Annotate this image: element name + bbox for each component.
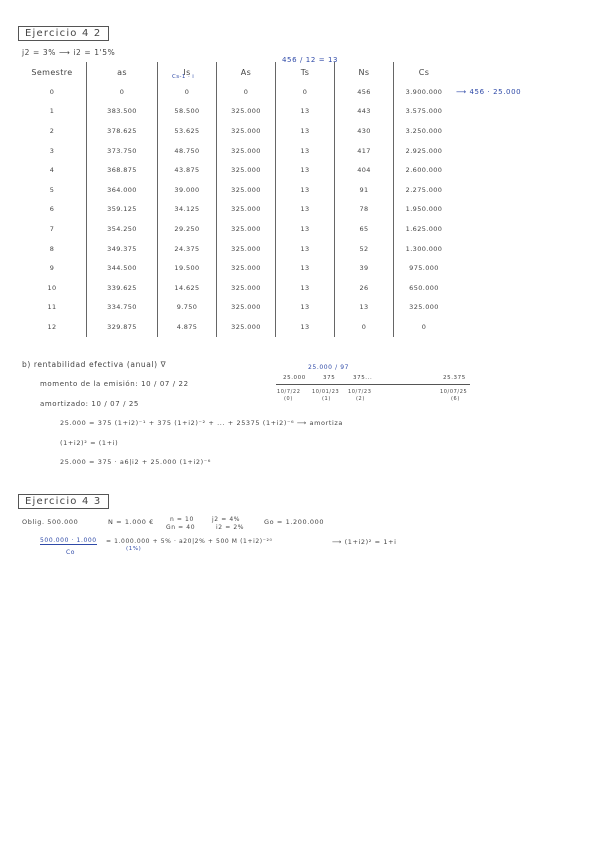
cell-Ns: 456 xyxy=(335,82,394,102)
cell-Ns: 430 xyxy=(335,121,394,141)
table-row xyxy=(18,82,454,102)
amortization-table xyxy=(18,62,454,337)
cell-As: 325.000 xyxy=(217,102,276,122)
ex3-fraction-bottom: Co xyxy=(66,549,76,556)
cell-As: 325.000 xyxy=(217,180,276,200)
cell-Ts: 13 xyxy=(276,239,335,259)
cell-Ts: 13 xyxy=(276,278,335,298)
cell-Ns: 404 xyxy=(335,160,394,180)
cell-Ns: 0 xyxy=(335,317,394,337)
cell-Ns: 417 xyxy=(335,141,394,161)
interest-rates: j2 = 3% ⟶ i2 = 1'5% xyxy=(22,48,116,57)
cell-As: 325.000 xyxy=(217,278,276,298)
cell-Ts: 13 xyxy=(276,102,335,122)
table-body xyxy=(18,82,454,337)
cell-Ns: 65 xyxy=(335,219,394,239)
cell-as: 368.875 xyxy=(87,160,158,180)
header-Ts: Ts xyxy=(276,62,335,82)
header-Ns: Ns xyxy=(335,62,394,82)
cell-Cs: 975.000 xyxy=(409,264,439,273)
cell-As: 325.000 xyxy=(217,298,276,318)
cell-semestre: 7 xyxy=(18,219,87,239)
cell-is: 0 xyxy=(158,82,217,102)
timeline-value-1: 375 xyxy=(323,375,336,381)
timeline-value-6: 25.375 xyxy=(443,375,466,381)
cell-Cs: 3.575.000 xyxy=(405,107,443,116)
cell-Ts: 13 xyxy=(276,317,335,337)
header-is-label: Is xyxy=(183,67,191,77)
cell-semestre: 3 xyxy=(18,141,87,161)
note-456-div-12: 456 / 12 = 13 xyxy=(282,56,339,64)
cell-Cs: 2.600.000 xyxy=(405,166,443,175)
amortization-date: amortizado: 10 / 07 / 25 xyxy=(40,400,139,408)
cell-As: 325.000 xyxy=(217,258,276,278)
ex3-j2: j2 = 4% xyxy=(212,516,241,523)
ex3-equation-sub: (1%) xyxy=(126,546,142,552)
timeline-value-2: 375... xyxy=(353,375,373,381)
timeline-value-0: 25.000 xyxy=(283,375,306,381)
cell-as: 329.875 xyxy=(87,317,158,337)
cell-Ns: 443 xyxy=(335,102,394,122)
table-row xyxy=(18,278,454,298)
cell-is: 9.750 xyxy=(158,298,217,318)
cell-is: 19.500 xyxy=(158,258,217,278)
cell-Cs: 1.300.000 xyxy=(405,244,443,253)
header-As: As xyxy=(217,62,276,82)
part-b-title: b) rentabilidad efectiva (anual) ∇ xyxy=(22,360,167,369)
ex3-gn: Gn = 40 xyxy=(166,524,196,531)
table-row xyxy=(18,258,454,278)
cell-Ts: 13 xyxy=(276,141,335,161)
cell-Cs: 1.950.000 xyxy=(405,205,443,214)
cell-Cs: 1.625.000 xyxy=(405,224,443,233)
cell-is: 14.625 xyxy=(158,278,217,298)
equation-2: (1+i2)² = (1+i) xyxy=(60,439,119,447)
table-header-row xyxy=(18,62,454,82)
emission-moment: momento de la emisión: 10 / 07 / 22 xyxy=(40,380,189,388)
cell-semestre: 9 xyxy=(18,258,87,278)
table-row xyxy=(18,121,454,141)
cell-Ts: 13 xyxy=(276,200,335,220)
ex3-go: Go = 1.200.000 xyxy=(264,518,325,526)
exercise-2-title: Ejercicio 4 2 xyxy=(18,26,109,41)
table-row xyxy=(18,180,454,200)
cell-semestre: 8 xyxy=(18,239,87,259)
cell-As: 325.000 xyxy=(217,200,276,220)
cell-Ts: 13 xyxy=(276,219,335,239)
cell-Ts: 13 xyxy=(276,258,335,278)
table-row xyxy=(18,160,454,180)
cell-Cs: 0 xyxy=(421,322,427,331)
table-row xyxy=(18,219,454,239)
ex3-n: n = 10 xyxy=(170,516,194,523)
cell-is: 4.875 xyxy=(158,317,217,337)
cell-is: 58.500 xyxy=(158,102,217,122)
timeline-axis xyxy=(276,384,470,385)
cell-is: 43.875 xyxy=(158,160,217,180)
cell-semestre: 10 xyxy=(18,278,87,298)
timeline-date-1: 10/01/23 xyxy=(312,389,340,395)
ex3-rate-relation: ⟶ (1+i2)² = 1+i xyxy=(332,538,397,546)
timeline-period-0: (0) xyxy=(284,396,293,402)
cell-as: 334.750 xyxy=(87,298,158,318)
cell-Ts: 13 xyxy=(276,180,335,200)
cell-semestre: 11 xyxy=(18,298,87,318)
cell-Cs: 650.000 xyxy=(409,283,439,292)
cell-semestre: 2 xyxy=(18,121,87,141)
cell-Cs: 2.275.000 xyxy=(405,185,443,194)
timeline-period-6: (6) xyxy=(451,396,460,402)
exercise-3-title: Ejercicio 4 3 xyxy=(18,494,109,509)
cell-Cs: 2.925.000 xyxy=(405,146,443,155)
cell-as: 383.500 xyxy=(87,102,158,122)
cell-semestre: 0 xyxy=(18,82,87,102)
cell-as: 354.250 xyxy=(87,219,158,239)
cell-As: 325.000 xyxy=(217,219,276,239)
header-semestre: Semestre xyxy=(18,62,87,82)
header-is-subnote: Cs-1 · i xyxy=(172,74,195,80)
cell-Ts: 13 xyxy=(276,298,335,318)
cell-semestre: 6 xyxy=(18,200,87,220)
cell-Ns: 52 xyxy=(335,239,394,259)
ex3-equation: = 1.000.000 + 5% · a20|2% + 500 M (1+i2)⁻²⁰ xyxy=(106,538,273,545)
header-Cs: Cs xyxy=(418,67,430,77)
table-row xyxy=(18,102,454,122)
ex3-i2: i2 = 2% xyxy=(216,524,245,531)
header-as: as xyxy=(87,62,158,82)
cell-as: 378.625 xyxy=(87,121,158,141)
side-note-calc: ⟶ 456 · 25.000 xyxy=(456,88,522,96)
cell-as: 359.125 xyxy=(87,200,158,220)
equation-3: 25.000 = 375 · a6|i2 + 25.000 (1+i2)⁻⁶ xyxy=(60,458,211,466)
cell-Ts: 13 xyxy=(276,160,335,180)
cell-As: 325.000 xyxy=(217,317,276,337)
timeline-period-2: (2) xyxy=(356,396,365,402)
cell-is: 29.250 xyxy=(158,219,217,239)
table-row xyxy=(18,317,454,337)
cell-Ns: 91 xyxy=(335,180,394,200)
timeline-date-6: 10/07/25 xyxy=(440,389,468,395)
cell-Ns: 13 xyxy=(335,298,394,318)
timeline-period-1: (1) xyxy=(322,396,331,402)
cell-is: 39.000 xyxy=(158,180,217,200)
ex3-obligations: Oblig. 500.000 xyxy=(22,518,79,526)
cell-As: 325.000 xyxy=(217,160,276,180)
cell-semestre: 5 xyxy=(18,180,87,200)
cell-is: 48.750 xyxy=(158,141,217,161)
cell-Ts: 13 xyxy=(276,121,335,141)
cell-as: 0 xyxy=(87,82,158,102)
cell-Ts: 0 xyxy=(276,82,335,102)
cell-Ns: 39 xyxy=(335,258,394,278)
cell-as: 364.000 xyxy=(87,180,158,200)
cell-as: 339.625 xyxy=(87,278,158,298)
cell-Ns: 26 xyxy=(335,278,394,298)
cell-is: 34.125 xyxy=(158,200,217,220)
ex3-fraction-top: 500.000 · 1.000 xyxy=(40,537,97,544)
cell-as: 344.500 xyxy=(87,258,158,278)
cell-Ns: 78 xyxy=(335,200,394,220)
cell-Cs: 3.250.000 xyxy=(405,126,443,135)
cell-as: 373.750 xyxy=(87,141,158,161)
cell-is: 24.375 xyxy=(158,239,217,259)
header-is xyxy=(158,62,217,82)
cell-Cs: 3.900.000 xyxy=(405,87,443,96)
cell-as: 349.375 xyxy=(87,239,158,259)
cell-semestre: 4 xyxy=(18,160,87,180)
cell-As: 0 xyxy=(217,82,276,102)
cell-As: 325.000 xyxy=(217,239,276,259)
cell-semestre: 1 xyxy=(18,102,87,122)
table-row xyxy=(18,298,454,318)
table-row xyxy=(18,141,454,161)
ex3-nominal: N = 1.000 € xyxy=(108,518,154,526)
timeline-date-2: 10/7/23 xyxy=(348,389,372,395)
table-row xyxy=(18,239,454,259)
timeline-top-note: 25.000 / 97 xyxy=(308,364,350,371)
cell-As: 325.000 xyxy=(217,121,276,141)
cell-As: 325.000 xyxy=(217,141,276,161)
equation-1: 25.000 = 375 (1+i2)⁻¹ + 375 (1+i2)⁻² + ... + 25375 (1+i2)⁻⁶ ⟶ amortiza xyxy=(60,419,344,427)
timeline-date-0: 10/7/22 xyxy=(277,389,301,395)
cell-Cs: 325.000 xyxy=(409,303,439,312)
cell-is: 53.625 xyxy=(158,121,217,141)
table-row xyxy=(18,200,454,220)
cell-semestre: 12 xyxy=(18,317,87,337)
